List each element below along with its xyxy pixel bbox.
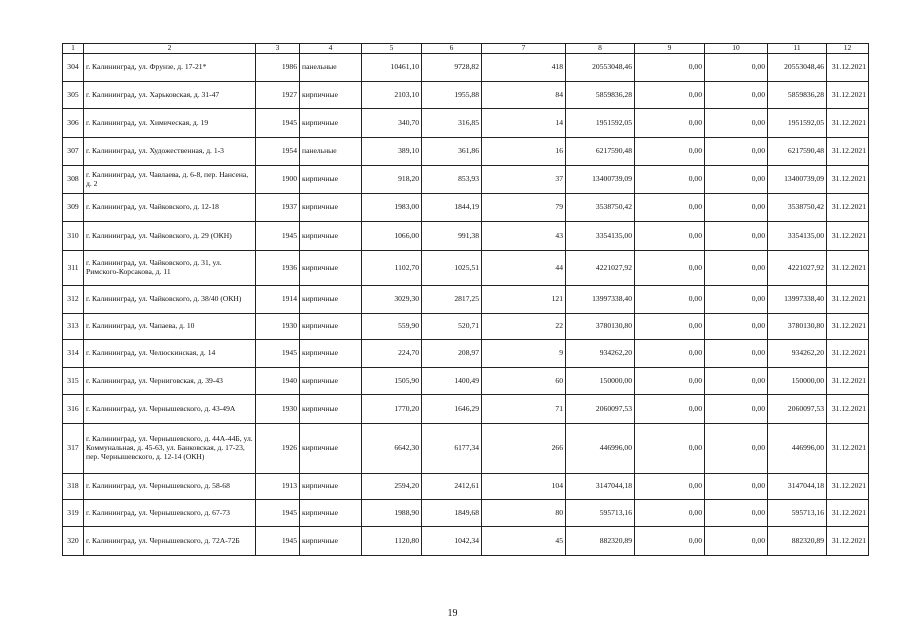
row-number: 306 — [63, 109, 84, 138]
residents-cell: 104 — [482, 474, 566, 500]
row-number: 307 — [63, 138, 84, 166]
page-number: 19 — [447, 608, 458, 619]
column-number-row — [63, 44, 869, 54]
living-area-cell: 991,38 — [422, 222, 482, 251]
table-row — [63, 368, 869, 395]
deadline-cell: 31.12.2021 — [827, 166, 869, 194]
residents-cell: 14 — [482, 109, 566, 138]
cost-budget-cell: 0,00 — [705, 500, 768, 527]
material-cell: кирпичные — [300, 424, 362, 474]
cost-total-cell: 3780130,80 — [566, 314, 635, 340]
residents-cell: 80 — [482, 500, 566, 527]
row-number: 308 — [63, 166, 84, 194]
address-cell: г. Калининград, ул. Чернышевского, д. 43-49А — [84, 395, 256, 424]
cost-owners-cell: 13997338,40 — [768, 286, 827, 314]
residents-cell: 418 — [482, 54, 566, 82]
residents-cell: 9 — [482, 340, 566, 368]
cost-fund-cell: 0,00 — [635, 527, 705, 556]
row-number: 309 — [63, 194, 84, 222]
total-area-cell: 1988,90 — [362, 500, 422, 527]
total-area-cell: 1120,80 — [362, 527, 422, 556]
year-cell: 1945 — [256, 109, 300, 138]
living-area-cell: 1844,19 — [422, 194, 482, 222]
table-row — [63, 314, 869, 340]
deadline-cell: 31.12.2021 — [827, 340, 869, 368]
cost-fund-cell: 0,00 — [635, 166, 705, 194]
column-header: 7 — [482, 44, 566, 54]
cost-budget-cell: 0,00 — [705, 395, 768, 424]
residents-cell: 45 — [482, 527, 566, 556]
material-cell: кирпичные — [300, 314, 362, 340]
housing-table — [62, 43, 869, 556]
living-area-cell: 1646,29 — [422, 395, 482, 424]
residents-cell: 71 — [482, 395, 566, 424]
residents-cell: 37 — [482, 166, 566, 194]
address-cell: г. Калининград, ул. Фрунзе, д. 17-21* — [84, 54, 256, 82]
cost-total-cell: 20553048,46 — [566, 54, 635, 82]
deadline-cell: 31.12.2021 — [827, 138, 869, 166]
year-cell: 1927 — [256, 82, 300, 109]
living-area-cell: 6177,34 — [422, 424, 482, 474]
address-cell: г. Калининград, ул. Харьковская, д. 31-47 — [84, 82, 256, 109]
cost-budget-cell: 0,00 — [705, 166, 768, 194]
cost-budget-cell: 0,00 — [705, 286, 768, 314]
total-area-cell: 1102,70 — [362, 251, 422, 286]
year-cell: 1986 — [256, 54, 300, 82]
cost-owners-cell: 3538750,42 — [768, 194, 827, 222]
deadline-cell: 31.12.2021 — [827, 314, 869, 340]
residents-cell: 44 — [482, 251, 566, 286]
cost-owners-cell: 20553048,46 — [768, 54, 827, 82]
cost-total-cell: 882320,89 — [566, 527, 635, 556]
table-row — [63, 166, 869, 194]
cost-budget-cell: 0,00 — [705, 314, 768, 340]
column-header: 8 — [566, 44, 635, 54]
row-number: 311 — [63, 251, 84, 286]
year-cell: 1914 — [256, 286, 300, 314]
cost-budget-cell: 0,00 — [705, 109, 768, 138]
address-cell: г. Калининград, ул. Чайковского, д. 38/40 (ОКН) — [84, 286, 256, 314]
living-area-cell: 853,93 — [422, 166, 482, 194]
living-area-cell: 2412,61 — [422, 474, 482, 500]
row-number: 313 — [63, 314, 84, 340]
table-row — [63, 527, 869, 556]
address-cell: г. Калининград, ул. Художественная, д. 1-3 — [84, 138, 256, 166]
year-cell: 1926 — [256, 424, 300, 474]
table-row — [63, 82, 869, 109]
cost-total-cell: 3354135,00 — [566, 222, 635, 251]
cost-total-cell: 2060097,53 — [566, 395, 635, 424]
residents-cell: 43 — [482, 222, 566, 251]
table-row — [63, 340, 869, 368]
cost-total-cell: 6217590,48 — [566, 138, 635, 166]
address-cell: г. Калининград, ул. Челюскинская, д. 14 — [84, 340, 256, 368]
living-area-cell: 2817,25 — [422, 286, 482, 314]
address-cell: г. Калининград, ул. Чернышевского, д. 72А-72Б — [84, 527, 256, 556]
cost-total-cell: 13400739,09 — [566, 166, 635, 194]
cost-total-cell: 150000,00 — [566, 368, 635, 395]
material-cell: кирпичные — [300, 368, 362, 395]
cost-owners-cell: 6217590,48 — [768, 138, 827, 166]
living-area-cell: 316,85 — [422, 109, 482, 138]
total-area-cell: 1983,00 — [362, 194, 422, 222]
cost-fund-cell: 0,00 — [635, 395, 705, 424]
row-number: 320 — [63, 527, 84, 556]
cost-budget-cell: 0,00 — [705, 368, 768, 395]
column-header: 12 — [827, 44, 869, 54]
cost-owners-cell: 150000,00 — [768, 368, 827, 395]
cost-fund-cell: 0,00 — [635, 500, 705, 527]
living-area-cell: 9728,82 — [422, 54, 482, 82]
address-cell: г. Калининград, ул. Чайковского, д. 29 (ОКН) — [84, 222, 256, 251]
cost-budget-cell: 0,00 — [705, 251, 768, 286]
material-cell: кирпичные — [300, 395, 362, 424]
table-row — [63, 474, 869, 500]
column-header: 3 — [256, 44, 300, 54]
cost-fund-cell: 0,00 — [635, 424, 705, 474]
cost-budget-cell: 0,00 — [705, 340, 768, 368]
cost-fund-cell: 0,00 — [635, 222, 705, 251]
material-cell: панельные — [300, 138, 362, 166]
address-cell: г. Калининград, ул. Чайковского, д. 31, ул. Римского-Корсакова, д. 11 — [84, 251, 256, 286]
cost-fund-cell: 0,00 — [635, 474, 705, 500]
cost-budget-cell: 0,00 — [705, 527, 768, 556]
table-row — [63, 395, 869, 424]
address-cell: г. Калининград, ул. Чернышевского, д. 67-73 — [84, 500, 256, 527]
residents-cell: 266 — [482, 424, 566, 474]
total-area-cell: 2594,20 — [362, 474, 422, 500]
cost-total-cell: 446996,00 — [566, 424, 635, 474]
year-cell: 1913 — [256, 474, 300, 500]
address-cell: г. Калининград, ул. Чавлаева, д. 6-8, пер. Нансена, д. 2 — [84, 166, 256, 194]
total-area-cell: 340,70 — [362, 109, 422, 138]
deadline-cell: 31.12.2021 — [827, 251, 869, 286]
cost-fund-cell: 0,00 — [635, 314, 705, 340]
deadline-cell: 31.12.2021 — [827, 82, 869, 109]
address-cell: г. Калининград, ул. Чернышевского, д. 44А-44Б, ул. Коммунальная, д. 45-63, ул. Банковская, д. 17-23, пер. Чернышевского, д. 12-14 (ОКН) — [84, 424, 256, 474]
cost-total-cell: 934262,20 — [566, 340, 635, 368]
address-cell: г. Калининград, ул. Черниговская, д. 39-43 — [84, 368, 256, 395]
cost-budget-cell: 0,00 — [705, 424, 768, 474]
cost-owners-cell: 595713,16 — [768, 500, 827, 527]
cost-owners-cell: 2060097,53 — [768, 395, 827, 424]
cost-total-cell: 1951592,05 — [566, 109, 635, 138]
row-number: 315 — [63, 368, 84, 395]
year-cell: 1945 — [256, 500, 300, 527]
living-area-cell: 1400,49 — [422, 368, 482, 395]
year-cell: 1945 — [256, 222, 300, 251]
cost-owners-cell: 3147044,18 — [768, 474, 827, 500]
row-number: 318 — [63, 474, 84, 500]
year-cell: 1900 — [256, 166, 300, 194]
cost-total-cell: 3538750,42 — [566, 194, 635, 222]
row-number: 314 — [63, 340, 84, 368]
cost-owners-cell: 4221027,92 — [768, 251, 827, 286]
total-area-cell: 3029,30 — [362, 286, 422, 314]
table-row — [63, 109, 869, 138]
living-area-cell: 361,86 — [422, 138, 482, 166]
row-number: 305 — [63, 82, 84, 109]
material-cell: кирпичные — [300, 286, 362, 314]
material-cell: кирпичные — [300, 82, 362, 109]
deadline-cell: 31.12.2021 — [827, 474, 869, 500]
cost-fund-cell: 0,00 — [635, 194, 705, 222]
deadline-cell: 31.12.2021 — [827, 194, 869, 222]
column-header: 2 — [84, 44, 256, 54]
address-cell: г. Калининград, ул. Чайковского, д. 12-18 — [84, 194, 256, 222]
cost-fund-cell: 0,00 — [635, 286, 705, 314]
column-header: 5 — [362, 44, 422, 54]
cost-budget-cell: 0,00 — [705, 474, 768, 500]
cost-fund-cell: 0,00 — [635, 251, 705, 286]
material-cell: кирпичные — [300, 109, 362, 138]
living-area-cell: 1042,34 — [422, 527, 482, 556]
residents-cell: 121 — [482, 286, 566, 314]
material-cell: кирпичные — [300, 500, 362, 527]
cost-fund-cell: 0,00 — [635, 138, 705, 166]
address-cell: г. Калининград, ул. Чернышевского, д. 58-68 — [84, 474, 256, 500]
cost-owners-cell: 13400739,09 — [768, 166, 827, 194]
cost-owners-cell: 1951592,05 — [768, 109, 827, 138]
living-area-cell: 1955,88 — [422, 82, 482, 109]
residents-cell: 79 — [482, 194, 566, 222]
table-row — [63, 54, 869, 82]
year-cell: 1945 — [256, 527, 300, 556]
column-header: 6 — [422, 44, 482, 54]
deadline-cell: 31.12.2021 — [827, 424, 869, 474]
total-area-cell: 559,90 — [362, 314, 422, 340]
total-area-cell: 1066,00 — [362, 222, 422, 251]
living-area-cell: 208,97 — [422, 340, 482, 368]
row-number: 317 — [63, 424, 84, 474]
residents-cell: 16 — [482, 138, 566, 166]
row-number: 310 — [63, 222, 84, 251]
cost-budget-cell: 0,00 — [705, 82, 768, 109]
deadline-cell: 31.12.2021 — [827, 368, 869, 395]
table-body — [63, 54, 869, 556]
living-area-cell: 1849,68 — [422, 500, 482, 527]
residents-cell: 84 — [482, 82, 566, 109]
cost-fund-cell: 0,00 — [635, 340, 705, 368]
material-cell: кирпичные — [300, 527, 362, 556]
total-area-cell: 6642,30 — [362, 424, 422, 474]
cost-total-cell: 595713,16 — [566, 500, 635, 527]
cost-budget-cell: 0,00 — [705, 194, 768, 222]
deadline-cell: 31.12.2021 — [827, 54, 869, 82]
cost-budget-cell: 0,00 — [705, 54, 768, 82]
deadline-cell: 31.12.2021 — [827, 286, 869, 314]
address-cell: г. Калининград, ул. Химическая, д. 19 — [84, 109, 256, 138]
material-cell: кирпичные — [300, 340, 362, 368]
table-row — [63, 286, 869, 314]
column-header: 4 — [300, 44, 362, 54]
cost-fund-cell: 0,00 — [635, 54, 705, 82]
material-cell: кирпичные — [300, 194, 362, 222]
table-row — [63, 222, 869, 251]
total-area-cell: 10461,10 — [362, 54, 422, 82]
cost-total-cell: 13997338,40 — [566, 286, 635, 314]
residents-cell: 60 — [482, 368, 566, 395]
row-number: 316 — [63, 395, 84, 424]
deadline-cell: 31.12.2021 — [827, 527, 869, 556]
cost-owners-cell: 3354135,00 — [768, 222, 827, 251]
row-number: 312 — [63, 286, 84, 314]
address-cell: г. Калининград, ул. Чапаева, д. 10 — [84, 314, 256, 340]
material-cell: кирпичные — [300, 166, 362, 194]
total-area-cell: 224,70 — [362, 340, 422, 368]
deadline-cell: 31.12.2021 — [827, 500, 869, 527]
cost-fund-cell: 0,00 — [635, 368, 705, 395]
table-row — [63, 138, 869, 166]
material-cell: кирпичные — [300, 222, 362, 251]
year-cell: 1936 — [256, 251, 300, 286]
cost-owners-cell: 446996,00 — [768, 424, 827, 474]
table-row — [63, 194, 869, 222]
cost-total-cell: 4221027,92 — [566, 251, 635, 286]
year-cell: 1930 — [256, 395, 300, 424]
cost-owners-cell: 3780130,80 — [768, 314, 827, 340]
year-cell: 1954 — [256, 138, 300, 166]
cost-fund-cell: 0,00 — [635, 109, 705, 138]
cost-owners-cell: 934262,20 — [768, 340, 827, 368]
living-area-cell: 1025,51 — [422, 251, 482, 286]
row-number: 304 — [63, 54, 84, 82]
cost-budget-cell: 0,00 — [705, 138, 768, 166]
total-area-cell: 1505,90 — [362, 368, 422, 395]
total-area-cell: 1770,20 — [362, 395, 422, 424]
deadline-cell: 31.12.2021 — [827, 222, 869, 251]
column-header: 1 — [63, 44, 84, 54]
living-area-cell: 520,71 — [422, 314, 482, 340]
row-number: 319 — [63, 500, 84, 527]
cost-fund-cell: 0,00 — [635, 82, 705, 109]
table-row — [63, 424, 869, 474]
year-cell: 1930 — [256, 314, 300, 340]
cost-owners-cell: 882320,89 — [768, 527, 827, 556]
total-area-cell: 918,20 — [362, 166, 422, 194]
year-cell: 1945 — [256, 340, 300, 368]
cost-total-cell: 3147044,18 — [566, 474, 635, 500]
total-area-cell: 389,10 — [362, 138, 422, 166]
residents-cell: 22 — [482, 314, 566, 340]
cost-owners-cell: 5859836,28 — [768, 82, 827, 109]
table-row — [63, 500, 869, 527]
table-row — [63, 251, 869, 286]
year-cell: 1937 — [256, 194, 300, 222]
column-header: 11 — [768, 44, 827, 54]
material-cell: кирпичные — [300, 251, 362, 286]
column-header: 10 — [705, 44, 768, 54]
cost-total-cell: 5859836,28 — [566, 82, 635, 109]
cost-budget-cell: 0,00 — [705, 222, 768, 251]
deadline-cell: 31.12.2021 — [827, 395, 869, 424]
total-area-cell: 2103,10 — [362, 82, 422, 109]
column-header: 9 — [635, 44, 705, 54]
material-cell: кирпичные — [300, 474, 362, 500]
deadline-cell: 31.12.2021 — [827, 109, 869, 138]
material-cell: панельные — [300, 54, 362, 82]
year-cell: 1940 — [256, 368, 300, 395]
